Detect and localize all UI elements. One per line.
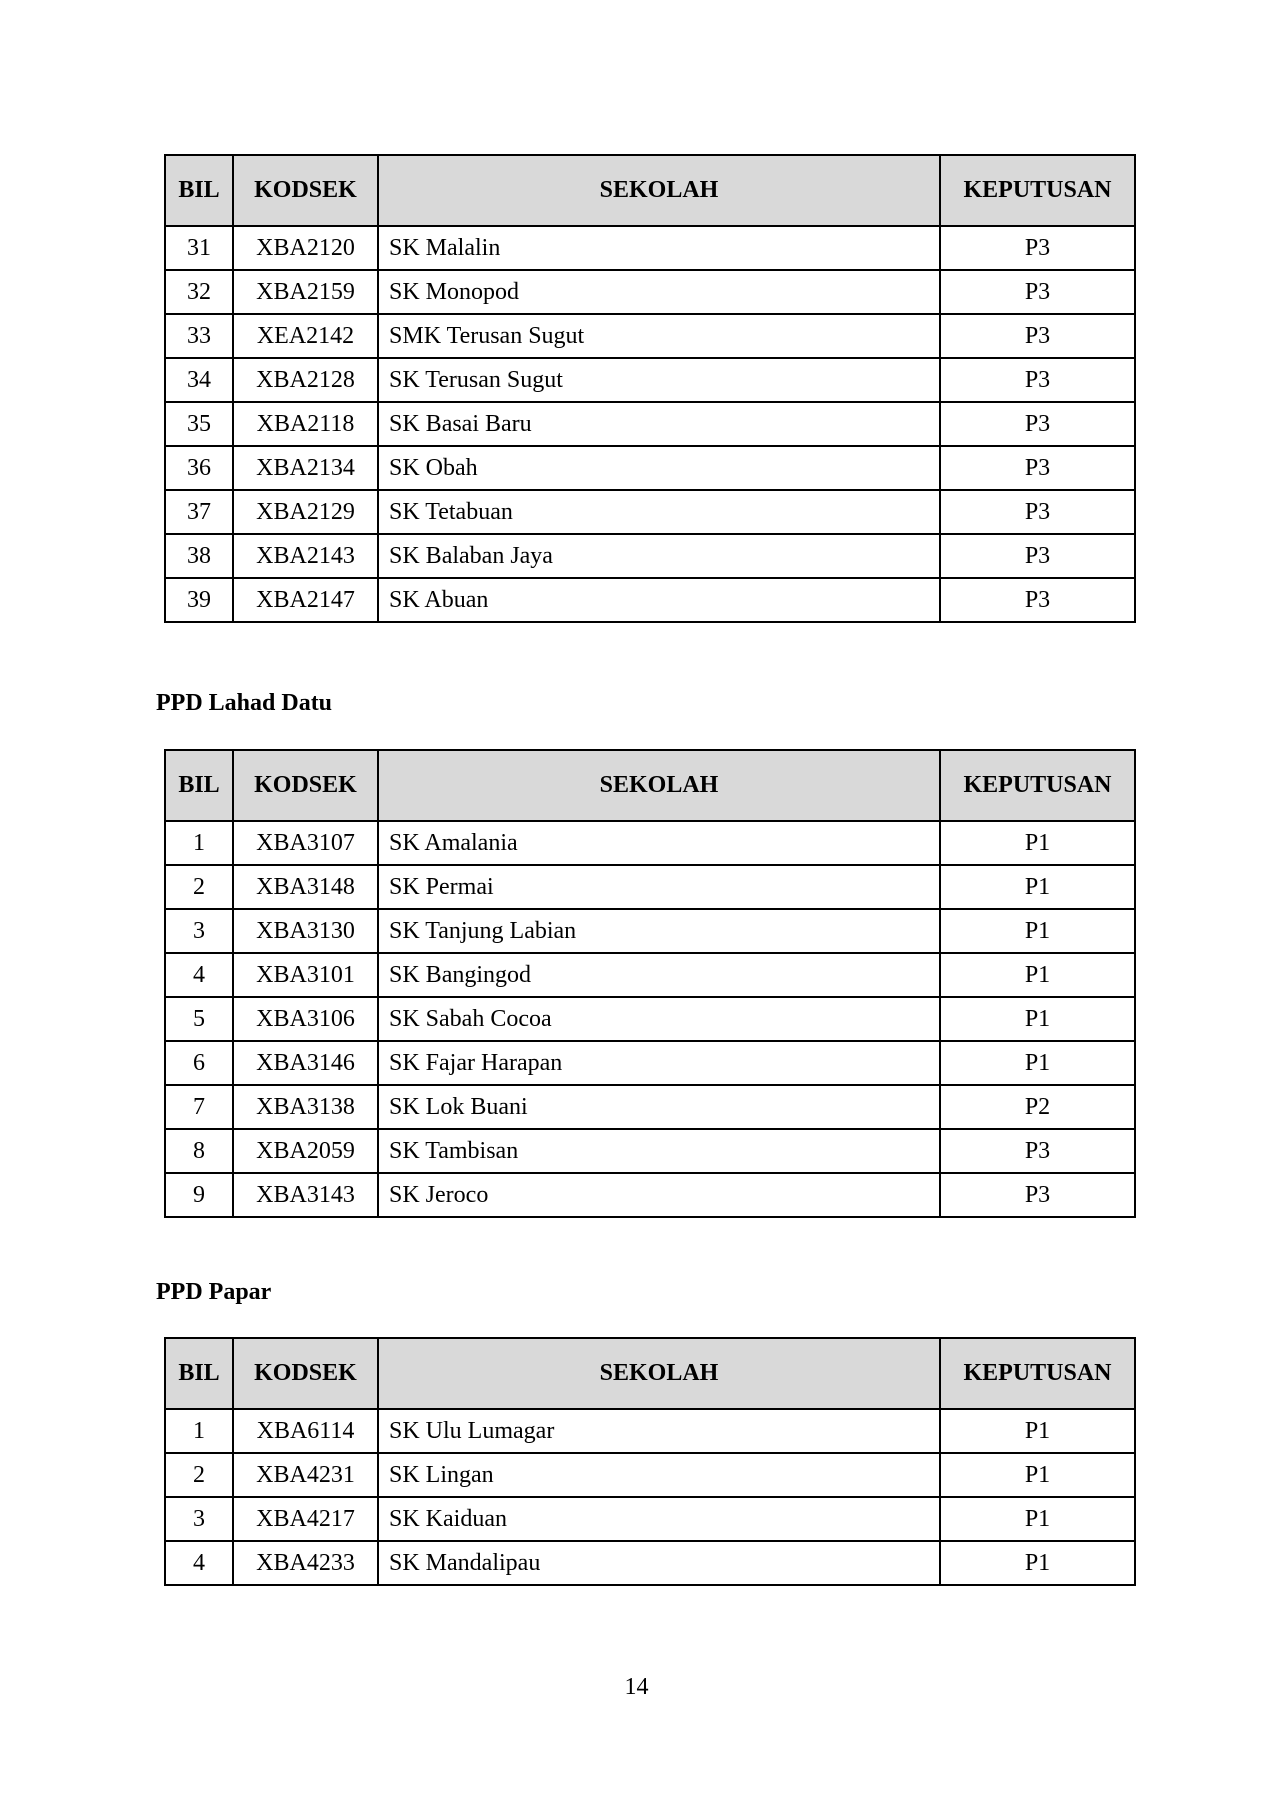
cell-kodsek: XBA2128 xyxy=(233,358,378,402)
cell-keputusan: P3 xyxy=(940,226,1135,270)
cell-kodsek: XBA4217 xyxy=(233,1497,378,1541)
cell-keputusan: P3 xyxy=(940,270,1135,314)
cell-kodsek: XBA2159 xyxy=(233,270,378,314)
cell-keputusan: P3 xyxy=(940,1129,1135,1173)
cell-bil: 8 xyxy=(165,1129,233,1173)
cell-kodsek: XBA3101 xyxy=(233,953,378,997)
cell-sekolah: SK Basai Baru xyxy=(378,402,940,446)
cell-sekolah: SMK Terusan Sugut xyxy=(378,314,940,358)
table-row xyxy=(165,865,1135,909)
cell-kodsek: XBA3138 xyxy=(233,1085,378,1129)
schools-table-continued xyxy=(164,154,1136,623)
table-row xyxy=(165,1409,1135,1453)
table-row xyxy=(165,490,1135,534)
cell-bil: 39 xyxy=(165,578,233,622)
table-row xyxy=(165,446,1135,490)
cell-bil: 9 xyxy=(165,1173,233,1217)
table-row xyxy=(165,1041,1135,1085)
table-row xyxy=(165,578,1135,622)
cell-sekolah: SK Ulu Lumagar xyxy=(378,1409,940,1453)
cell-sekolah: SK Jeroco xyxy=(378,1173,940,1217)
column-header-kodsek: KODSEK xyxy=(233,155,378,226)
column-header-sekolah: SEKOLAH xyxy=(378,750,940,821)
cell-keputusan: P1 xyxy=(940,865,1135,909)
cell-keputusan: P3 xyxy=(940,578,1135,622)
table-row xyxy=(165,534,1135,578)
cell-sekolah: SK Permai xyxy=(378,865,940,909)
cell-keputusan: P1 xyxy=(940,1041,1135,1085)
cell-keputusan: P1 xyxy=(940,1409,1135,1453)
table-header-row xyxy=(165,750,1135,821)
cell-kodsek: XBA3130 xyxy=(233,909,378,953)
cell-kodsek: XBA3107 xyxy=(233,821,378,865)
schools-table-lahad-datu xyxy=(164,749,1136,1218)
cell-sekolah: SK Fajar Harapan xyxy=(378,1041,940,1085)
cell-kodsek: XBA2134 xyxy=(233,446,378,490)
cell-keputusan: P3 xyxy=(940,402,1135,446)
column-header-sekolah: SEKOLAH xyxy=(378,1338,940,1409)
cell-keputusan: P3 xyxy=(940,490,1135,534)
cell-kodsek: XBA2118 xyxy=(233,402,378,446)
cell-bil: 1 xyxy=(165,821,233,865)
column-header-keputusan: KEPUTUSAN xyxy=(940,155,1135,226)
cell-bil: 36 xyxy=(165,446,233,490)
cell-keputusan: P1 xyxy=(940,953,1135,997)
cell-kodsek: XEA2142 xyxy=(233,314,378,358)
column-header-bil: BIL xyxy=(165,1338,233,1409)
cell-bil: 33 xyxy=(165,314,233,358)
cell-sekolah: SK Sabah Cocoa xyxy=(378,997,940,1041)
cell-keputusan: P1 xyxy=(940,1497,1135,1541)
cell-keputusan: P1 xyxy=(940,997,1135,1041)
table-row xyxy=(165,821,1135,865)
cell-sekolah: SK Tetabuan xyxy=(378,490,940,534)
cell-bil: 2 xyxy=(165,1453,233,1497)
table-row xyxy=(165,1085,1135,1129)
cell-kodsek: XBA2129 xyxy=(233,490,378,534)
cell-keputusan: P1 xyxy=(940,909,1135,953)
column-header-bil: BIL xyxy=(165,155,233,226)
cell-kodsek: XBA4233 xyxy=(233,1541,378,1585)
cell-kodsek: XBA3106 xyxy=(233,997,378,1041)
cell-keputusan: P3 xyxy=(940,1173,1135,1217)
column-header-keputusan: KEPUTUSAN xyxy=(940,750,1135,821)
cell-kodsek: XBA2059 xyxy=(233,1129,378,1173)
cell-sekolah: SK Terusan Sugut xyxy=(378,358,940,402)
column-header-sekolah: SEKOLAH xyxy=(378,155,940,226)
cell-kodsek: XBA2143 xyxy=(233,534,378,578)
cell-bil: 35 xyxy=(165,402,233,446)
cell-bil: 2 xyxy=(165,865,233,909)
column-header-keputusan: KEPUTUSAN xyxy=(940,1338,1135,1409)
cell-keputusan: P3 xyxy=(940,314,1135,358)
page-number: 14 xyxy=(624,1674,649,1700)
cell-bil: 34 xyxy=(165,358,233,402)
table-row xyxy=(165,1453,1135,1497)
table-row xyxy=(165,997,1135,1041)
cell-sekolah: SK Bangingod xyxy=(378,953,940,997)
cell-bil: 5 xyxy=(165,997,233,1041)
cell-bil: 7 xyxy=(165,1085,233,1129)
cell-kodsek: XBA2120 xyxy=(233,226,378,270)
cell-keputusan: P1 xyxy=(940,1453,1135,1497)
cell-bil: 31 xyxy=(165,226,233,270)
section-heading-lahad-datu: PPD Lahad Datu xyxy=(156,690,333,716)
cell-keputusan: P1 xyxy=(940,821,1135,865)
cell-kodsek: XBA3143 xyxy=(233,1173,378,1217)
cell-sekolah: SK Malalin xyxy=(378,226,940,270)
table-row xyxy=(165,909,1135,953)
cell-keputusan: P3 xyxy=(940,446,1135,490)
cell-keputusan: P3 xyxy=(940,534,1135,578)
cell-kodsek: XBA3148 xyxy=(233,865,378,909)
table-row xyxy=(165,1173,1135,1217)
cell-sekolah: SK Kaiduan xyxy=(378,1497,940,1541)
cell-bil: 37 xyxy=(165,490,233,534)
cell-kodsek: XBA3146 xyxy=(233,1041,378,1085)
cell-bil: 1 xyxy=(165,1409,233,1453)
table-row xyxy=(165,1129,1135,1173)
cell-bil: 3 xyxy=(165,909,233,953)
cell-bil: 6 xyxy=(165,1041,233,1085)
cell-sekolah: SK Lok Buani xyxy=(378,1085,940,1129)
table-row xyxy=(165,314,1135,358)
column-header-kodsek: KODSEK xyxy=(233,750,378,821)
table-header-row xyxy=(165,1338,1135,1409)
cell-kodsek: XBA6114 xyxy=(233,1409,378,1453)
table-header-row xyxy=(165,155,1135,226)
cell-bil: 3 xyxy=(165,1497,233,1541)
cell-sekolah: SK Balaban Jaya xyxy=(378,534,940,578)
cell-keputusan: P2 xyxy=(940,1085,1135,1129)
cell-sekolah: SK Mandalipau xyxy=(378,1541,940,1585)
column-header-kodsek: KODSEK xyxy=(233,1338,378,1409)
cell-sekolah: SK Monopod xyxy=(378,270,940,314)
cell-bil: 32 xyxy=(165,270,233,314)
table-row xyxy=(165,226,1135,270)
cell-sekolah: SK Tanjung Labian xyxy=(378,909,940,953)
table-row xyxy=(165,270,1135,314)
cell-kodsek: XBA4231 xyxy=(233,1453,378,1497)
cell-bil: 4 xyxy=(165,1541,233,1585)
table-row xyxy=(165,402,1135,446)
table-row xyxy=(165,953,1135,997)
cell-bil: 4 xyxy=(165,953,233,997)
cell-sekolah: SK Lingan xyxy=(378,1453,940,1497)
column-header-bil: BIL xyxy=(165,750,233,821)
table-row xyxy=(165,358,1135,402)
cell-sekolah: SK Abuan xyxy=(378,578,940,622)
table-row xyxy=(165,1541,1135,1585)
cell-sekolah: SK Obah xyxy=(378,446,940,490)
cell-sekolah: SK Tambisan xyxy=(378,1129,940,1173)
cell-bil: 38 xyxy=(165,534,233,578)
section-heading-papar: PPD Papar xyxy=(156,1279,272,1305)
cell-kodsek: XBA2147 xyxy=(233,578,378,622)
cell-sekolah: SK Amalania xyxy=(378,821,940,865)
table-row xyxy=(165,1497,1135,1541)
schools-table-papar xyxy=(164,1337,1136,1586)
cell-keputusan: P1 xyxy=(940,1541,1135,1585)
cell-keputusan: P3 xyxy=(940,358,1135,402)
